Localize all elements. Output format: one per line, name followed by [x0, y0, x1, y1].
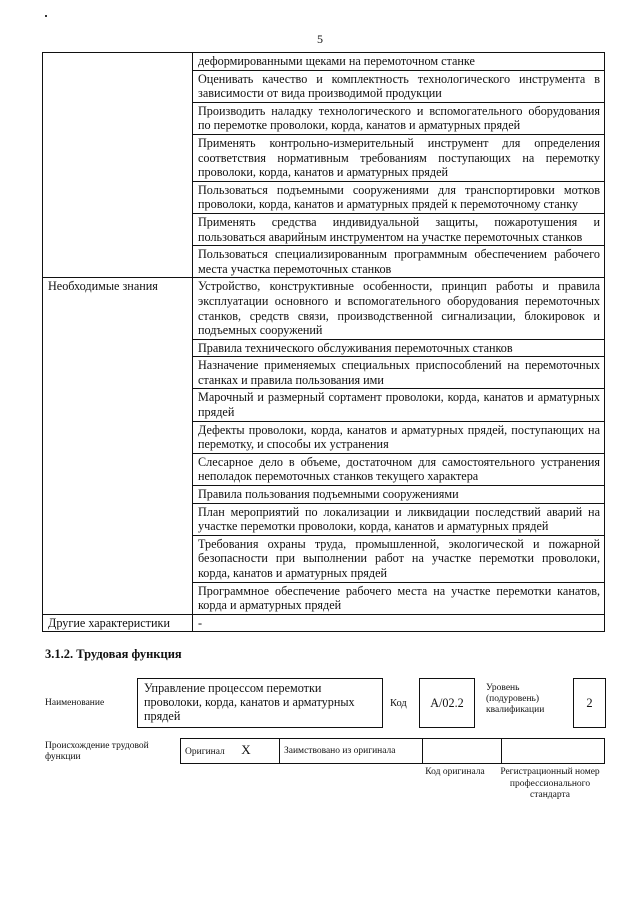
skills-knowledge-table [42, 52, 605, 632]
row-label-cell [43, 53, 193, 278]
level-label: Уровень (подуровень) квалификации [486, 683, 545, 715]
row-value-cell: Дефекты проволоки, корда, канатов и арматурных прядей, поступающих на перемотку, и способы их устранения [193, 421, 605, 453]
function-name: Управление процессом перемотки проволоки, корда, канатов и арматурных прядей [137, 678, 383, 728]
row-label-cell: Другие характеристики [43, 614, 193, 632]
original-cell [181, 739, 280, 764]
origin-table [180, 738, 605, 764]
qualification-level: 2 [573, 678, 606, 728]
page-number: 5 [317, 32, 323, 46]
row-value-cell: Применять контрольно-измерительный инструмент для определения соответствия нормативным требованиям поступающих на перемотку проволоки, корда, канатов и арматурных прядей [193, 134, 605, 181]
row-value-cell: Применять средства индивидуальной защиты, пожаротушения и пользоваться аварийным инструментом на участке перемоточных станков [193, 213, 605, 245]
original-mark: X [241, 741, 251, 757]
origin-label: Происхождение трудовой функции [45, 741, 149, 762]
row-value-cell: - [193, 614, 605, 632]
registration-caption: Регистрационный номер профессионального стандарта [500, 767, 600, 800]
row-value-cell: Программное обеспечение рабочего места на участке перемотки канатов, корда и арматурных прядей [193, 582, 605, 614]
row-value-cell: План мероприятий по локализации и ликвидации последствий аварий на участке перемотки проволоки, корда, канатов и арматурных прядей [193, 503, 605, 535]
row-value-cell: Марочный и размерный сортамент проволоки, корда, канатов и арматурных прядей [193, 389, 605, 421]
original-code-cell [423, 739, 502, 764]
name-label: Наименование [45, 698, 105, 708]
row-value-cell: Оценивать качество и комплектность технологического инструмента в зависимости от вида производимой продукции [193, 70, 605, 102]
scan-dot [45, 15, 47, 17]
row-value-cell: Пользоваться подъемными сооружениями для транспортировки мотков проволоки, корда, канатов и арматурных прядей к перемоточному станку [193, 181, 605, 213]
registration-number-cell [502, 739, 605, 764]
row-value-cell: Правила технического обслуживания перемоточных станков [193, 339, 605, 357]
row-value-cell: Устройство, конструктивные особенности, принцип работы и правила эксплуатации основного и вспомогательного оборудования перемоточных станков, средств связи, производственной сигнализации, блокировок и подъемных сооружений [193, 278, 605, 339]
original-label: Оригинал [185, 746, 225, 757]
section-title: 3.1.2. Трудовая функция [45, 647, 182, 661]
code-original-caption: Код оригинала [425, 767, 485, 777]
row-value-cell: Требования охраны труда, промышленной, экологической и пожарной безопасности при выполнении работ на участке перемотки проволоки, корда, канатов и арматурных прядей [193, 535, 605, 582]
row-value-cell: Правила пользования подъемными сооружениями [193, 486, 605, 504]
knowledge-row [43, 278, 605, 339]
row-value-cell: Слесарное дело в объеме, достаточном для самостоятельного устранения неполадок перемоточных станков текущего характера [193, 453, 605, 485]
borrowed-cell: Заимствовано из оригинала [280, 739, 423, 764]
skills-row [43, 53, 605, 71]
code-label: Код [390, 698, 407, 709]
row-value-cell: деформированными щеками на перемоточном станке [193, 53, 605, 71]
row-label-cell: Необходимые знания [43, 278, 193, 614]
function-code: A/02.2 [419, 678, 475, 728]
row-value-cell: Назначение применяемых специальных приспособлений на перемоточных станках и правила пользования ими [193, 357, 605, 389]
row-value-cell: Производить наладку технологического и вспомогательного оборудования по перемотке проволоки, корда, канатов и арматурных прядей [193, 102, 605, 134]
row-value-cell: Пользоваться специализированным программным обеспечением рабочего места участка перемоточных станков [193, 246, 605, 278]
other-characteristics-row [43, 614, 605, 632]
